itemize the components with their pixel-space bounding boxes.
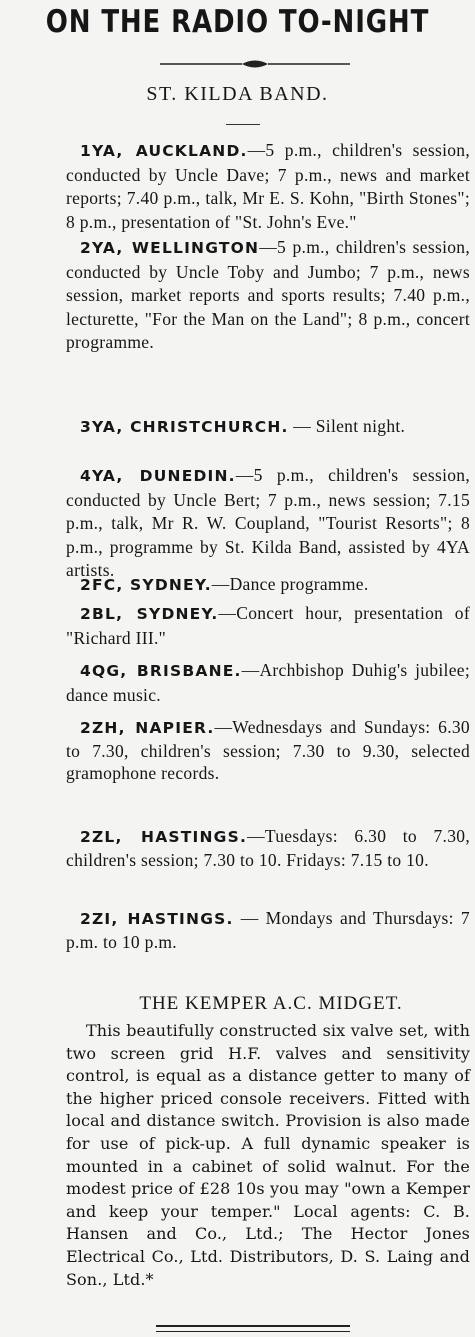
subheading: ST. KILDA BAND. [146,83,329,105]
station-name: 2ZL, HASTINGS. [80,828,248,846]
listing-text: —5 p.m., children's session, conducted by Uncle Dave; 7 p.m., news and market reports; 7.40 p.m., talk, Mr E. S. Kohn, "Birth Stones"; 8 p.m., presentation of "St. John's Eve." [66,140,471,232]
ornament-divider [160,58,350,70]
listing-text: —Tuesdays: 6.30 to 7.30, children's session; 7.30 to 10. Fridays: 7.15 to 10. [66,826,471,870]
listing-4ya [66,464,470,583]
listing-text: —Archbishop Duhig's jubilee; dance music. [66,660,470,705]
listing-text: —5 p.m., children's session, conducted by Uncle Bert; 7 p.m., news session; 7.15 p.m., talk, Mr R. W. Coupland, "Tourist Resorts"; 8 p.m., programme by St. Kilda Band, assisted by 4YA artists. [66,465,471,580]
headline: ON THE RADIO TO-NIGHT [45,4,430,40]
listing-2zi [66,907,470,953]
listing-text: — Mondays and Thursdays: 7 p.m. to 10 p.m. [66,908,470,952]
listing-2fc [66,573,470,598]
listing-2ya [66,236,470,355]
advert-title: THE KEMPER A.C. MIDGET. [139,993,403,1014]
station-name: 4QG, BRISBANE. [80,662,242,680]
advert-body: This beautifully constructed six valve set, with two screen grid H.F. valves and sensitivity control, is equal as a distance getter to many of the higher priced console receivers. Fitted with local and distance switch. Provision is also made for use of pick-up. A full dynamic speaker is mounted in a cabinet of solid walnut. For the modest price of £28 10s you may "own a Kemper and keep your temper." Local agents: C. B. Hansen and Co., Ltd.; The Hector Jones Electrical Co., Ltd. Distributors, D. S. Laing and Son., Ltd.* [66,1021,470,1289]
station-name: 2YA, WELLINGTON [80,239,260,257]
listing-4qg [66,659,470,707]
station-name: 2ZI, HASTINGS. [80,910,234,928]
station-name: 2FC, SYDNEY. [80,576,212,594]
listing-2zh [66,716,470,785]
listing-text: —Concert hour, presentation of "Richard III." [66,603,470,648]
listing-1ya [66,139,470,234]
station-name: 2ZH, NAPIER. [80,719,215,737]
bottom-rule [156,1325,350,1332]
listing-text: —Wednesdays and Sundays: 6.30 to 7.30, children's session; 7.30 to 9.30, selected gramophone records. [66,717,470,783]
listing-text: —Dance programme. [211,574,369,594]
station-name: 4YA, DUNEDIN. [80,467,236,485]
listing-text: —5 p.m., children's session, conducted by Uncle Toby and Jumbo; 7 p.m., news session, market reports and sports results; 7.40 p.m., lecturette, "For the Man on the Land"; 8 p.m., concert programme. [66,237,471,352]
listing-2bl [66,602,470,650]
listing-3ya [66,415,470,440]
listing-text: — Silent night. [288,416,406,436]
listing-2zl [66,825,470,871]
station-name: 3YA, CHRISTCHURCH. [80,418,289,436]
section-divider [226,124,260,125]
station-name: 1YA, AUCKLAND. [80,142,248,160]
station-name: 2BL, SYDNEY. [80,605,219,623]
